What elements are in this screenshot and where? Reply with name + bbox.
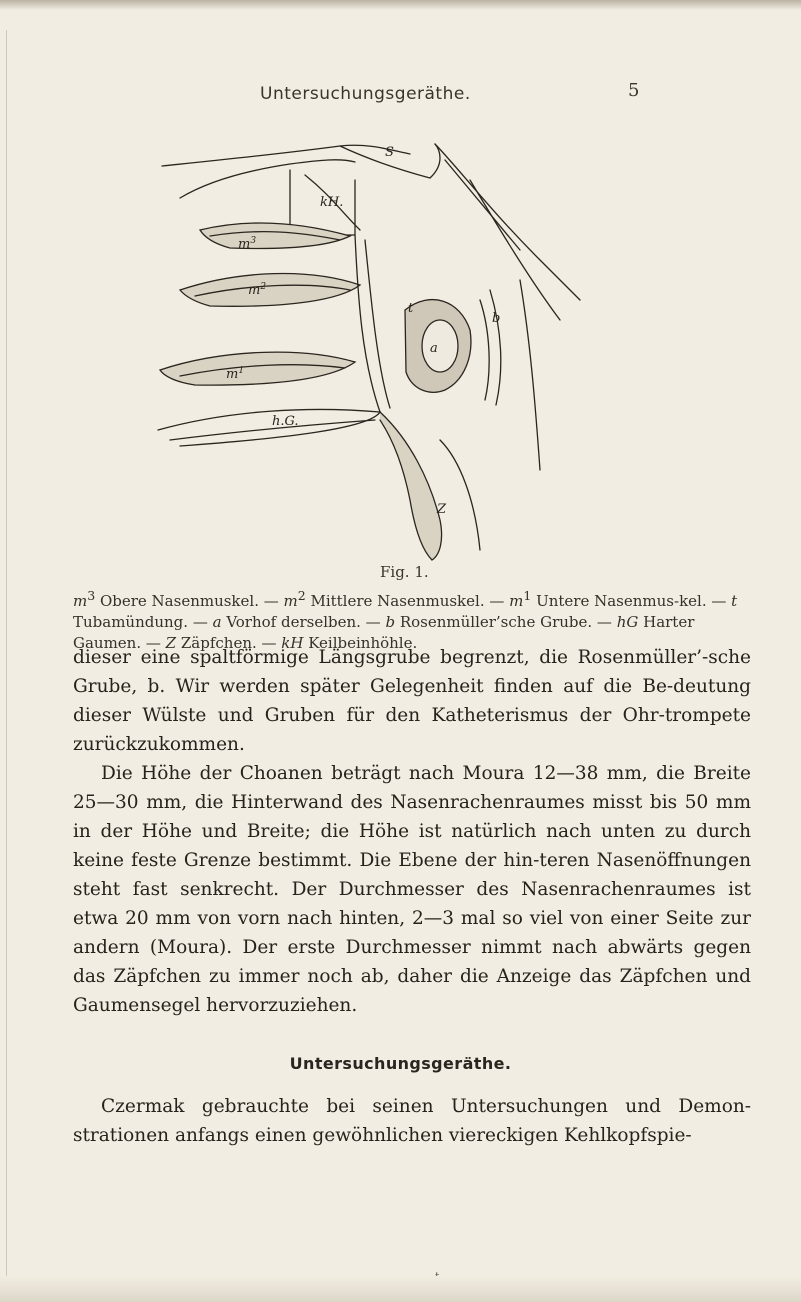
legend-item-m1: $m^1$ Untere Nasenmus-kel. — (509, 588, 732, 610)
body-text (73, 643, 751, 1020)
legend-item-a: a Vorhof derselben. — (212, 613, 386, 631)
anatomical-figure (140, 140, 620, 565)
legend-item-hg: hG Harter Gaumen. — (73, 613, 695, 652)
svg-text:m3 (238, 236, 256, 252)
fig-label-m3-sup: 3 (250, 236, 257, 246)
legend-item-m2: $m^2$ Mittlere Nasenmuskel. — (283, 588, 510, 610)
section-heading: Untersuchungsgeräthe. (289, 1054, 512, 1073)
legend-item-t: t Tubamündung. — (73, 592, 738, 631)
figure-caption: Fig. 1. (380, 563, 429, 581)
page-gutter-line (6, 30, 7, 1292)
fig-label-m3: m (238, 237, 251, 252)
section-body-text (73, 1092, 751, 1150)
fig-label-m1: m (226, 367, 239, 382)
fig-label-hg: h.G. (272, 414, 299, 429)
legend-item-kh: kH Keilbeinhöhle. (281, 634, 418, 652)
fig-label-m2: m (248, 283, 261, 298)
fig-label-m1-sup: 1 (238, 366, 245, 376)
page-number: 5 (628, 80, 640, 101)
page-top-edge (0, 0, 801, 10)
fig-label-t: t (408, 301, 414, 316)
legend-item-b: b Rosenmüller’sche Grube. — (385, 613, 617, 631)
running-head: Untersuchungsgeräthe. (260, 84, 471, 104)
fig-label-m2-sup: 2 (260, 282, 267, 292)
fig-label-z: Z (437, 502, 447, 517)
paragraph-1: dieser eine spaltförmige Längsgrube begrenzt, die Rosenmüller’-sche Grube, b. Wir werden später Gelegenheit finden auf die Be-deutung dieser Wülste und Gruben für den Katheterismus der Ohr-trompete zurückzukommen. (73, 647, 751, 755)
fig-label-kh: kH. (320, 195, 344, 210)
paragraph-3: Czermak gebrauchte bei seinen Untersuchungen und Demon-strationen anfangs einen gewöhnlichen viereckigen Kehlkopfspie- (73, 1096, 751, 1146)
paragraph-2: Die Höhe der Choanen beträgt nach Moura 12—38 mm, die Breite 25—30 mm, die Hinterwand des Nasenrachenraumes misst bis 50 mm in der Höhe und Breite; die Höhe ist natürlich nach unten zu durch keine feste Grenze bestimmt. Die Ebene der hin-teren Nasenöffnungen steht fast senkrecht. Der Durchmesser des Nasenrachenraumes ist etwa 20 mm von vorn nach hinten, 2—3 mal so viel von einer Seite zur andern (Moura). Der erste Durchmesser nimmt nach abwärts gegen das Zäpfchen zu immer noch ab, daher die Anzeige das Zäpfchen und Gaumensegel hervorzuziehen. (73, 763, 751, 1016)
legend-item-z: Z Zäpfchen. — (165, 634, 282, 652)
page-bottom-edge (0, 1276, 801, 1302)
fig-label-a: a (430, 341, 438, 356)
fig-label-s: S (385, 145, 394, 160)
legend-item-m3: $m^3$ Obere Nasenmuskel. — (73, 588, 284, 610)
fig-label-b: b (492, 311, 501, 326)
